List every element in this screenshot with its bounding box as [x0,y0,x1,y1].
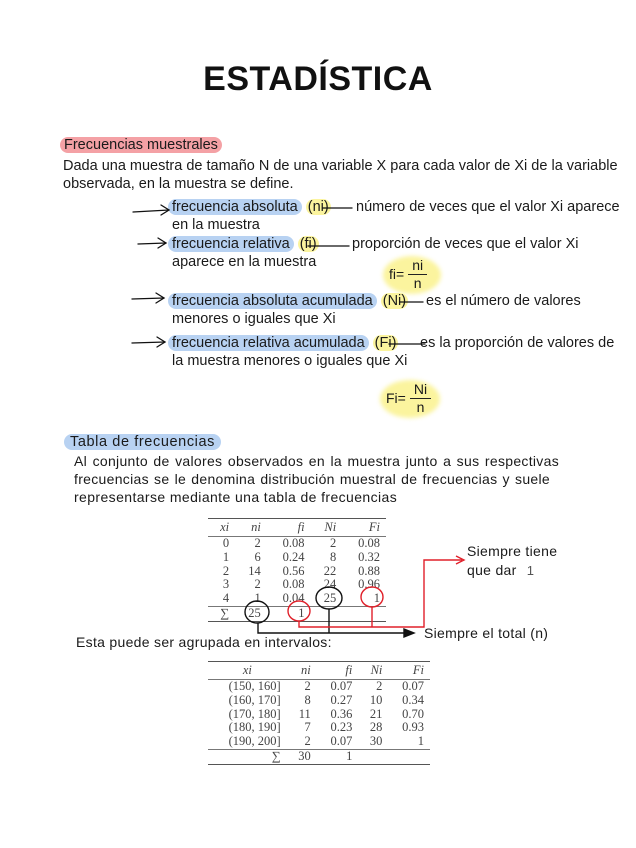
table-row [208,680,430,694]
definition-frecuencia-relativa [168,235,319,253]
definition-cont: la muestra menores o iguales que Xi [172,353,408,369]
frequency-table-1 [208,518,386,622]
table-row [208,735,430,749]
intro-line-2: observada, en la muestra se define. [63,176,294,192]
table-cell: 0.96 [358,577,380,592]
section-heading-text: Tabla de frecuencias [64,434,221,450]
formula-denominator: n [408,274,427,292]
table-row [208,578,386,592]
table-cell: 30 [287,749,317,764]
note-siempre-tiene-line2 [467,562,534,579]
formula-Fi [386,381,431,416]
arrow-icon [133,205,169,215]
table-cell: 0.27 [330,692,353,707]
formula-lhs: Fi= [386,390,406,406]
definition-term: frecuencia absoluta [168,199,302,215]
formula-fi [389,257,427,292]
formula-fraction [410,381,431,416]
formula-numerator: ni [412,257,424,273]
definition-frecuencia-absoluta [168,198,331,216]
table-cell: 2 [304,734,311,749]
table-cell: 0.56 [282,563,305,578]
table-cell: 2 [222,563,230,578]
table-header-row [208,519,386,537]
table-cell: 25 [323,591,337,606]
column-header: ni [287,662,317,680]
note-siempre-tiene-line1: Siempre tiene [467,543,558,559]
table-cell: 0.93 [402,720,424,735]
table-cell: 1 [417,734,424,749]
column-header: fi [317,662,359,680]
definition-cont: en la muestra [172,217,260,233]
table-cell: 2 [254,577,261,592]
table-cell: 7 [304,720,311,735]
grouped-text: Esta puede ser agrupada en intervalos: [76,634,332,650]
table-cell: 2 [376,679,383,693]
table-cell: 8 [329,549,337,564]
table-cell: 0.32 [358,549,380,564]
connector-line [258,623,410,633]
definition-symbol: (Fi) [374,335,397,351]
table-cell: 1 [267,606,311,621]
table-cell: 0.07 [402,679,424,693]
sum-symbol: ∑ [208,606,235,621]
table-row [208,565,386,579]
arrow-icon [404,629,414,637]
table-cell: (160, 170] [228,692,281,707]
frequency-table-2 [208,661,430,765]
column-header: Fi [388,662,430,680]
table-cell: 25 [235,606,267,621]
table-cell: 0.04 [282,591,305,606]
para-line-2: frecuencias se le denomina distribución muestral de frecuencias y suele [74,471,550,487]
table-cell: 2 [254,536,261,550]
note-value: 1 [526,563,535,578]
table-header-row [208,662,430,680]
section-heading-text: Frecuencias muestrales [60,137,222,153]
table-cell: (190, 200] [228,734,281,749]
definition-desc: es la proporción de valores de [420,335,615,351]
table-cell: 0.88 [358,563,380,578]
table-cell: (170, 180] [228,706,281,721]
column-header: ni [235,519,267,537]
definition-frecuencia-absoluta-acumulada [168,292,408,310]
column-header: Ni [311,519,343,537]
column-header: Ni [358,662,388,680]
table-cell: 0.34 [402,692,424,707]
intro-line-1: Dada una muestra de tamaño N de una variable X para cada valor de Xi de la variable [63,158,618,174]
definition-desc: número de veces que el valor Xi aparece [356,199,620,215]
table-cell: 0.70 [402,706,424,721]
table-cell: 1 [373,591,380,606]
section-heading-tabla [64,433,221,451]
table-cell [342,606,386,621]
table-cell: 14 [248,563,261,578]
table-cell: 10 [369,692,383,707]
table-cell: 3 [222,577,230,592]
note-siempre-total: Siempre el total (n) [424,625,549,641]
table-cell: 0.08 [358,536,380,550]
table-cell: 0.23 [330,720,353,735]
formula-fraction [408,257,427,292]
table-cell: 0.07 [330,734,353,749]
table-sum-row [208,749,430,764]
table-cell: 1 [222,549,230,564]
table-cell: (180, 190] [228,720,281,735]
table-sum-row [208,606,386,621]
definition-cont: aparece en la muestra [172,254,317,270]
table-cell: 22 [323,563,337,578]
arrow-icon [456,556,464,564]
table-cell: 28 [369,720,383,735]
table-cell: 2 [329,536,337,550]
table-cell: 21 [369,706,383,721]
table-cell: 0.08 [282,536,305,550]
table-cell: 0 [222,536,230,550]
definition-term: frecuencia absoluta acumulada [168,293,377,309]
table-row [208,551,386,565]
arrow-icon [132,293,164,303]
column-header: fi [267,519,311,537]
definition-term: frecuencia relativa acumulada [168,335,369,351]
arrow-icon [132,337,165,347]
formula-numerator: Ni [413,381,428,397]
section-heading-frecuencias [60,136,222,154]
page-title: ESTADÍSTICA [203,60,433,98]
table-cell: 0.24 [282,549,305,564]
table-cell: 30 [369,734,383,749]
table-cell: 8 [304,692,311,707]
column-header: Fi [342,519,386,537]
table-cell: 24 [323,577,337,592]
table-cell: 0.08 [282,577,305,592]
table-cell: 2 [304,679,311,693]
definition-desc: proporción de veces que el valor Xi [352,236,579,252]
formula-denominator: n [410,398,431,416]
table-row [208,721,430,735]
definition-cont: menores o iguales que Xi [172,311,336,327]
table-cell: 1 [317,749,359,764]
note-text: que dar [467,562,517,578]
definition-desc: es el número de valores [426,293,581,309]
table-cell: 11 [298,706,311,721]
definition-term: frecuencia relativa [168,236,294,252]
column-header: xi [208,662,287,680]
table-row [208,694,430,708]
table-cell [358,749,388,764]
table-row [208,592,386,606]
table-cell: 4 [222,591,230,606]
table-cell: (150, 160] [228,679,281,693]
definition-symbol: (ni) [307,199,329,215]
table-cell: 0.36 [330,706,353,721]
arrow-icon [138,238,166,248]
definition-symbol: (Ni) [382,293,407,309]
table-row [208,708,430,722]
table-cell: 0.07 [330,679,353,693]
para-line-1: Al conjunto de valores observados en la muestra junto a sus respectivas [74,453,559,469]
definition-frecuencia-relativa-acumulada [168,334,398,352]
formula-lhs: fi= [389,266,405,282]
table-cell [388,749,430,764]
definition-symbol: (fi) [299,236,317,252]
para-line-3: representarse mediante una tabla de frecuencias [74,489,398,505]
table-cell: 1 [254,591,261,606]
table-cell [311,606,343,621]
sum-symbol: ∑ [208,749,287,764]
table-row [208,537,386,551]
table-cell: 6 [254,549,261,564]
column-header: xi [208,519,235,537]
